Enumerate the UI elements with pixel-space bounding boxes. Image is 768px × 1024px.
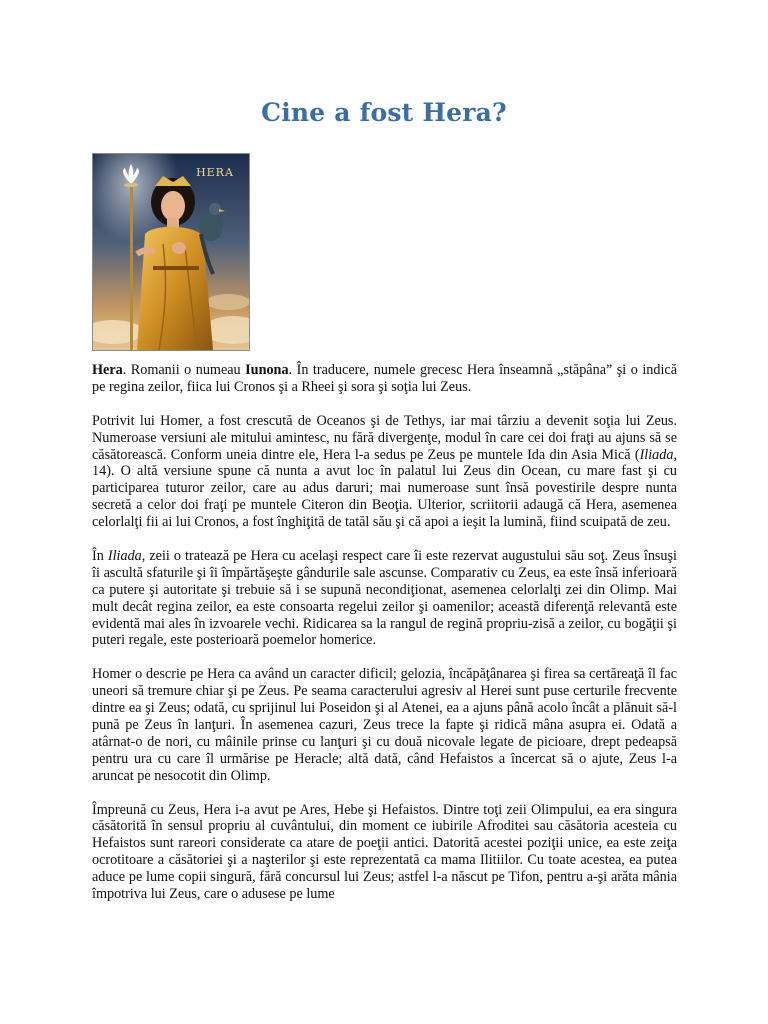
text-run: Homer o descrie pe Hera ca având un caracter dificil; gelozia, încăpăţânarea şi firea sa certăreaţă îl fac uneori să tremure chiar şi pe Zeus. Pe seama caracterului agresiv al Herei sunt puse certurile frecvente dintre ea şi Zeus; odată, cu sprijinul lui Poseidon şi al Atenei, ea a ajuns până acolo încât a plănuit să-l pună pe Zeus în lanţuri. În asemenea cazuri, Zeus trece la fapte şi ridică mâna asupra ei. Odată a atârnat-o de nori, cu mâinile prinse cu lanţuri şi cu două nicovale legate de picioare, drept pedeapsă pentru ura cu care îl urmărise pe Heracle; altă dată, când Hefaistos a încercat să o ajute, Zeus l-a aruncat pe nesocotit din Olimp. [92, 666, 677, 784]
text-run: Împreună cu Zeus, Hera i-a avut pe Ares, Hebe şi Hefaistos. Dintre toţi zeii Olimpului, ea era singura căsătorită în sensul propriu al cuvântului, din moment ce iubirile Afroditei sau căsătoria acesteia cu Hefaistos sunt rareori considerate ca atare de poeţii antici. Datorită acestei poziţii unice, ea este zeiţa ocrotitoare a căsătoriei şi a naşterilor şi este reprezentată ca mama Ilitiilor. Cu toate acestea, ea putea aduce pe lume copii singură, fără concursul lui Zeus; astfel l-a născut pe Tifon, pentru a-şi arăta mânia împotriva lui Zeus, care o adusese pe lume [92, 801, 677, 903]
text-run: Hera [92, 362, 123, 378]
page-title: Cine a fost Hera? [261, 98, 507, 127]
paragraph [92, 413, 677, 531]
text-run: , 14). O altă versiune spune că nunta a avut loc în palatul lui Zeus din Ocean, cu mare fast şi cu participarea tuturor zeilor, care au adus daruri; mai numeroase sunt însă povestirile despre nunta secretă a celor doi fraţi pe muntele Citeron din Beoţia. Ulterior, scriitorii adaugă că Hera, asemenea celorlalţi fii ai lui Cronos, a fost înghiţită de tatăl său şi că apoi a ieşit la lumină, fiind scuipată de zeu. [92, 446, 677, 531]
text-run: Iliada [639, 446, 674, 463]
hera-illustration [92, 153, 250, 351]
text-run: În [92, 547, 108, 564]
paragraph [92, 802, 677, 903]
text-run: Potrivit lui Homer, a fost crescută de Oceanos şi de Tethys, iar mai târziu a devenit soţia lui Zeus. Numeroase versiuni ale mitului amintesc, nu fără divergenţe, modul în care cei doi fraţi au ajuns să se căsătorească. Conform uneia dintre ele, Hera l-a sedus pe Zeus pe muntele Ida din Asia Mică ( [92, 412, 677, 463]
paragraph [92, 548, 677, 649]
article-body [92, 362, 677, 920]
paragraph [92, 666, 677, 784]
text-run: . În traducere, numele grecesc Hera înseamnă „stăpâna” şi o indică pe regina zeilor, fiica lui Cronos şi a Rheei şi sora şi soţia lui Zeus. [92, 362, 678, 395]
text-run: Iunona [245, 362, 289, 378]
text-run: , zeii o tratează pe Hera cu acelaşi respect care îi este rezervat augustului său soţ. Zeus însuşi îi ascultă sfaturile şi îi împărtăşeşte gândurile sale ascunse. Comparativ cu Zeus, ea este însă inferioară ca putere şi autoritate şi trebuie să i se supună necondiţionat, asemenea celorlalţi zei din Olimp. Mai mult decât regina zeilor, ea este consoarta regelui zeilor şi oamenilor; această diferenţă relevantă este evidentă mai ales în izvoarele vechi. Ridicarea sa la rangul de regină propriu-zisă a zeilor, cu bogăţii şi puteri regale, este posterioară poemelor homerice. [92, 547, 677, 649]
text-run: . Romanii o numeau [122, 362, 246, 378]
paragraph [92, 362, 677, 396]
image-label: HERA [196, 166, 234, 179]
text-run: Iliada [107, 547, 142, 564]
